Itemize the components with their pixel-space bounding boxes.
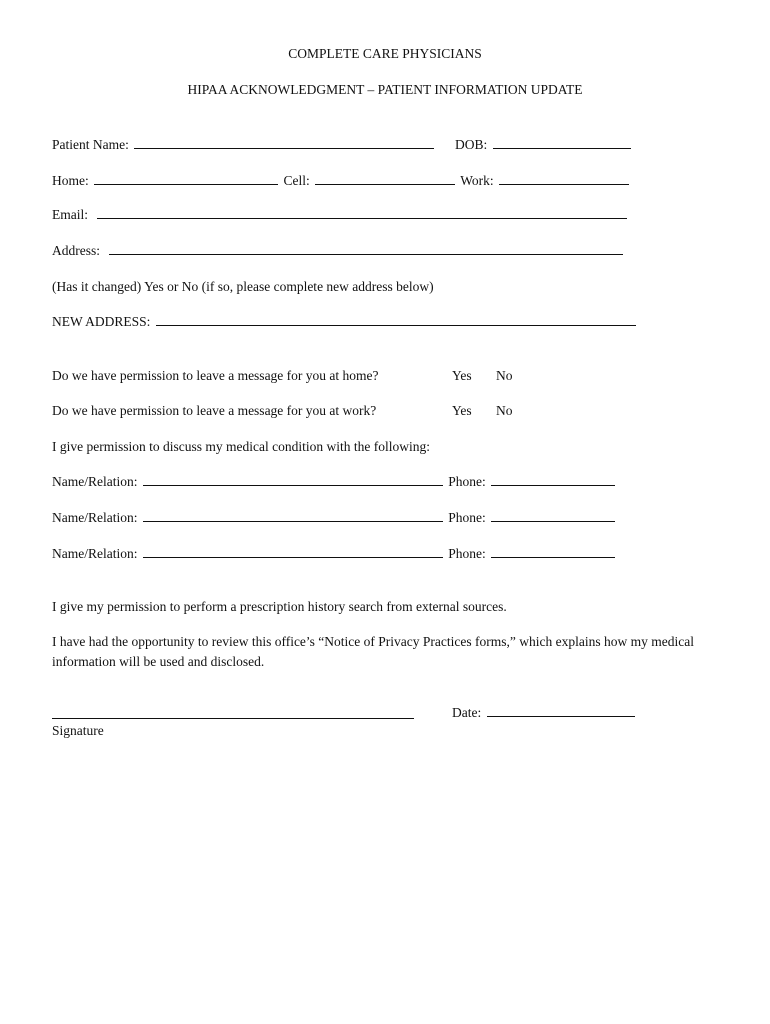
- work-yes-option[interactable]: Yes: [452, 403, 472, 418]
- phone-numbers-row: [52, 172, 631, 190]
- signature-line[interactable]: [52, 704, 414, 719]
- patient-name-row: [52, 136, 436, 154]
- phone-label: Phone:: [448, 546, 486, 561]
- home-yes-option[interactable]: Yes: [452, 368, 472, 383]
- home-label: Home:: [52, 173, 89, 188]
- name-relation-field[interactable]: [143, 509, 443, 522]
- home-phone-field[interactable]: [94, 172, 278, 185]
- prescription-statement: I give my permission to perform a prescription history search from external sources.: [52, 599, 507, 614]
- patient-name-label: Patient Name:: [52, 137, 129, 152]
- home-no-option[interactable]: No: [496, 368, 513, 383]
- new-address-field[interactable]: [156, 313, 636, 326]
- org-name: COMPLETE CARE PHYSICIANS: [288, 46, 482, 61]
- phone-label: Phone:: [448, 474, 486, 489]
- signature-label: Signature: [52, 723, 104, 738]
- relation-phone-field[interactable]: [491, 473, 615, 486]
- name-relation-label: Name/Relation:: [52, 510, 138, 525]
- date-row: [452, 704, 637, 722]
- work-phone-field[interactable]: [499, 172, 629, 185]
- work-label: Work:: [460, 173, 494, 188]
- new-address-row: [52, 313, 638, 331]
- home-message-question: Do we have permission to leave a message for you at home?: [52, 368, 379, 383]
- name-relation-field[interactable]: [143, 473, 443, 486]
- phone-label: Phone:: [448, 510, 486, 525]
- email-field[interactable]: [97, 206, 627, 219]
- address-label: Address:: [52, 243, 100, 258]
- date-field[interactable]: [487, 704, 635, 717]
- dob-label: DOB:: [455, 137, 488, 152]
- relation-phone-field[interactable]: [491, 545, 615, 558]
- work-no-option[interactable]: No: [496, 403, 513, 418]
- email-row: [52, 206, 629, 224]
- relation-row-2: [52, 509, 617, 527]
- new-address-label: NEW ADDRESS:: [52, 314, 151, 329]
- patient-name-field[interactable]: [134, 136, 434, 149]
- name-relation-field[interactable]: [143, 545, 443, 558]
- dob-field[interactable]: [493, 136, 631, 149]
- discuss-permission-text: I give permission to discuss my medical condition with the following:: [52, 439, 430, 454]
- work-message-question: Do we have permission to leave a message for you at work?: [52, 403, 377, 418]
- email-label: Email:: [52, 207, 88, 222]
- date-label: Date:: [452, 705, 482, 720]
- dob-row: [455, 136, 633, 154]
- address-changed-text: (Has it changed) Yes or No (if so, please complete new address below): [52, 279, 434, 294]
- relation-phone-field[interactable]: [491, 509, 615, 522]
- cell-phone-field[interactable]: [315, 172, 455, 185]
- address-field[interactable]: [109, 242, 623, 255]
- privacy-statement: I have had the opportunity to review this office’s “Notice of Privacy Practices forms,” which explains how my medical information will be used and disclosed.: [52, 634, 694, 669]
- cell-label: Cell:: [283, 173, 310, 188]
- name-relation-label: Name/Relation:: [52, 546, 138, 561]
- relation-row-3: [52, 545, 617, 563]
- form-title: HIPAA ACKNOWLEDGMENT – PATIENT INFORMATION UPDATE: [187, 82, 583, 97]
- name-relation-label: Name/Relation:: [52, 474, 138, 489]
- address-row: [52, 242, 625, 260]
- relation-row-1: [52, 473, 617, 491]
